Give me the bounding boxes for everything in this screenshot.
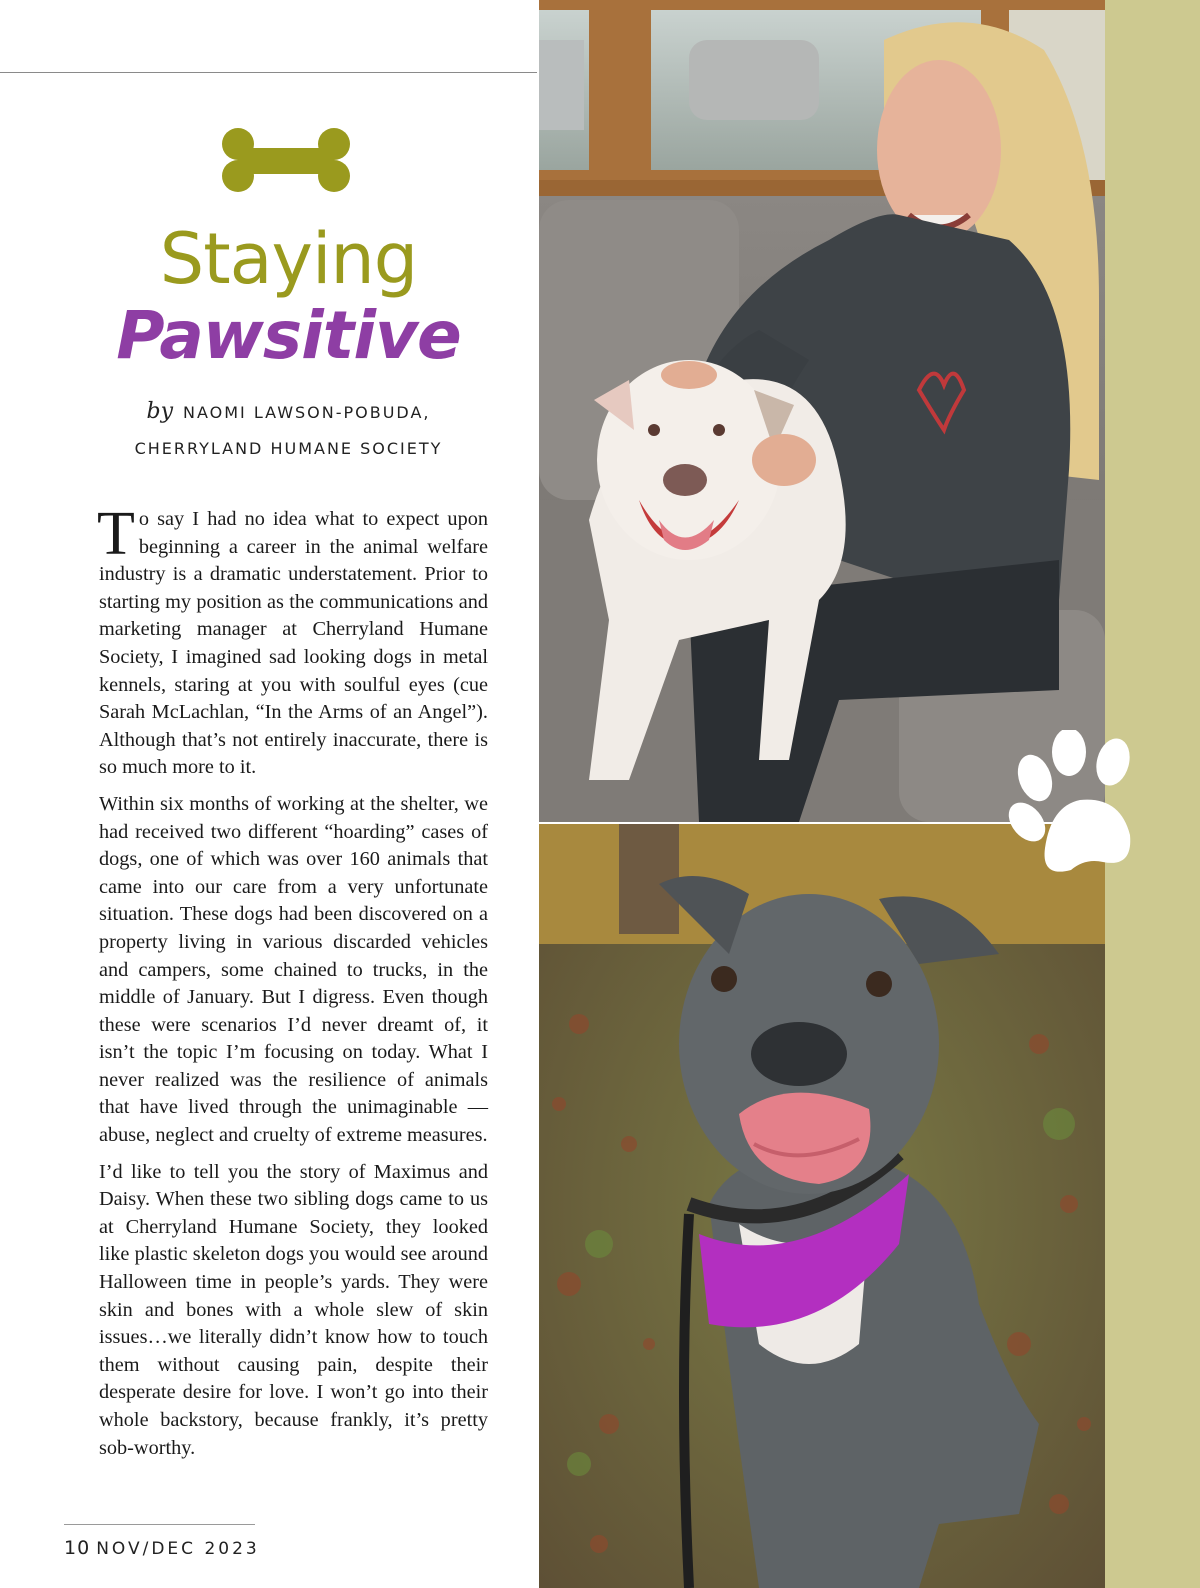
drop-cap: T	[97, 500, 135, 568]
author-organization: CHERRYLAND HUMANE SOCIETY	[134, 439, 443, 458]
photo-grey-dog-with-bandana	[539, 824, 1105, 1588]
title-pawsitive: Pawsitive	[116, 297, 461, 374]
paragraph-1-text: o say I had no idea what to expect upon beginning a career in the animal welfare industry is a dramatic understatement. Prior to starting my position as the communications and marketing manager at Cherryland Humane Society, I imagined sad looking dogs in metal kennels, staring at you with soulful eyes (cue Sarah McLachlan, “In the Arms of an Angel”). Although that’s not entirely inaccurate, there is so much more to it.	[99, 508, 488, 779]
page-footer	[64, 1537, 260, 1559]
title-staying: Staying	[159, 218, 418, 300]
paragraph-1	[97, 500, 488, 782]
byline	[0, 394, 577, 467]
page-number: 10	[64, 1537, 91, 1559]
byline-author-line	[0, 394, 577, 431]
article-body	[97, 500, 488, 1471]
byline-prefix: by	[146, 399, 173, 424]
paw-print-icon	[1005, 730, 1155, 880]
author-name: NAOMI LAWSON-POBUDA,	[183, 403, 431, 422]
photo-woman-with-white-dog-illustration	[539, 0, 1105, 822]
bone-icon	[220, 124, 352, 196]
issue-date: NOV/DEC 2023	[96, 1539, 260, 1559]
photo-grey-dog-with-bandana-illustration	[539, 824, 1105, 1588]
paragraph-2: Within six months of working at the shelter, we had received two different “hoarding” cases of dogs, one of which was over 160 animals that came into our care from a very unfortunate situation. These dogs had been discovered on a property living in various discarded vehicles and campers, some chained to trucks, in the middle of January. But I digress. Even though these were scenarios I’d never dreamt of, it isn’t the topic I’m focusing on today. What I never realized was the resilience of animals that have lived through the unimaginable — abuse, neglect and cruelty of extreme measures.	[99, 792, 488, 1147]
footer-divider	[64, 1524, 255, 1525]
photo-woman-with-white-dog	[539, 0, 1105, 822]
paragraph-3: I’d like to tell you the story of Maximus and Daisy. When these two sibling dogs came to us at Cherryland Humane Society, they looked like plastic skeleton dogs you would see around Halloween time in people’s yards. They were skin and bones with a whole slew of skin issues…we literally didn’t know how to touch them without causing pain, despite their desperate desire for love. I won’t go into their whole backstory, because frankly, it’s pretty sob-worthy.	[99, 1160, 488, 1459]
article-column	[0, 0, 537, 1588]
